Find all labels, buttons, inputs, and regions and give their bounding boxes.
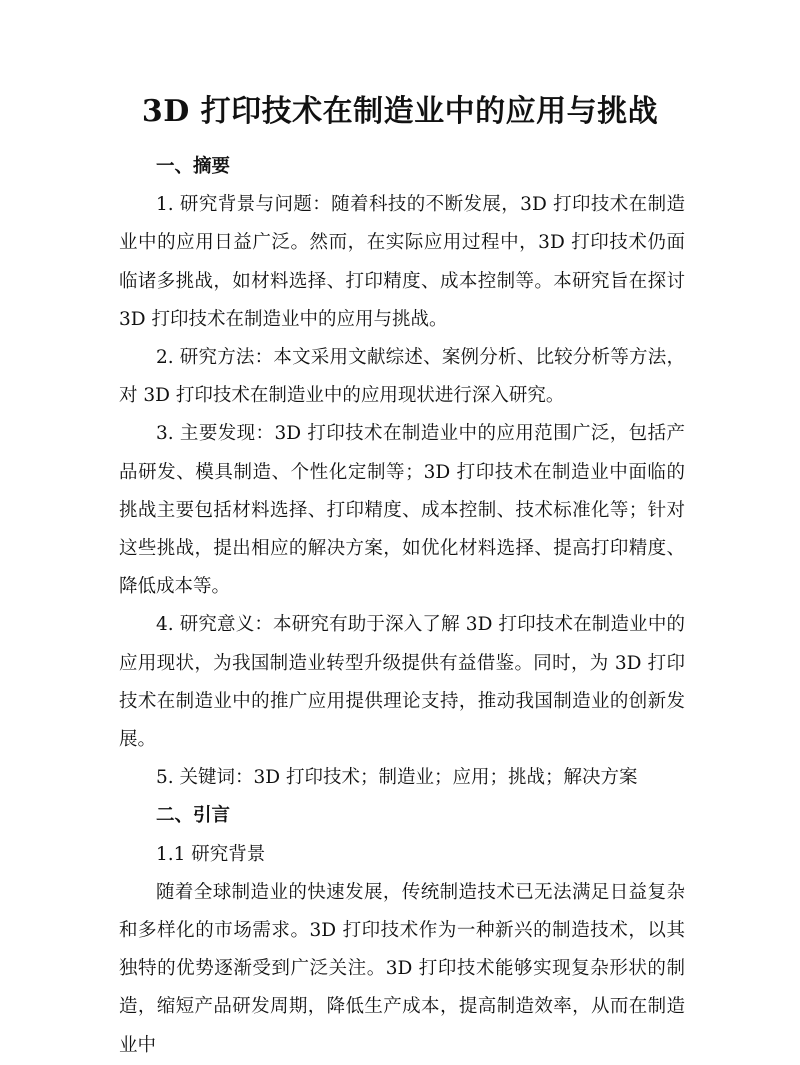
abstract-item-significance: 4. 研究意义：本研究有助于深入了解 3D 打印技术在制造业中的应用现状，为我国制造业转型升级提供有益借鉴。同时，为 3D 打印技术在制造业中的推广应用提供理论支持，推动我国制造业的创新发展。: [119, 614, 685, 751]
document-body: [119, 148, 685, 1065]
abstract-item-methods: 2. 研究方法：本文采用文献综述、案例分析、比较分析等方法，对 3D 打印技术在制造业中的应用现状进行深入研究。: [119, 347, 685, 407]
research-background-subheading: 1.1 研究背景: [156, 843, 266, 865]
abstract-item-keywords: 5. 关键词：3D 打印技术；制造业；应用；挑战；解决方案: [156, 767, 638, 789]
abstract-item-findings: 3. 主要发现：3D 打印技术在制造业中的应用范围广泛，包括产品研发、模具制造、个性化定制等；3D 打印技术在制造业中面临的挑战主要包括材料选择、打印精度、成本控制、技术标准化等；针对这些挑战，提出相应的解决方案，如优化材料选择、提高打印精度、降低成本等。: [119, 423, 685, 598]
abstract-heading: 一、摘要: [156, 156, 231, 177]
introduction-heading: 二、引言: [156, 805, 231, 827]
document-title: 3D 打印技术在制造业中的应用与挑战: [141, 94, 659, 129]
introduction-paragraph: 随着全球制造业的快速发展，传统制造技术已无法满足日益复杂和多样化的市场需求。3D 打印技术作为一种新兴的制造技术，以其独特的优势逐渐受到广泛关注。3D 打印技术能够实现复杂形状的制造，缩短产品研发周期，降低生产成本，提高制造效率，从而在制造业中: [119, 881, 685, 1056]
abstract-item-background: 1. 研究背景与问题：随着科技的不断发展，3D 打印技术在制造业中的应用日益广泛。然而，在实际应用过程中，3D 打印技术仍面临诸多挑战，如材料选择、打印精度、成本控制等。本研究旨在探讨 3D 打印技术在制造业中的应用与挑战。: [119, 194, 685, 330]
